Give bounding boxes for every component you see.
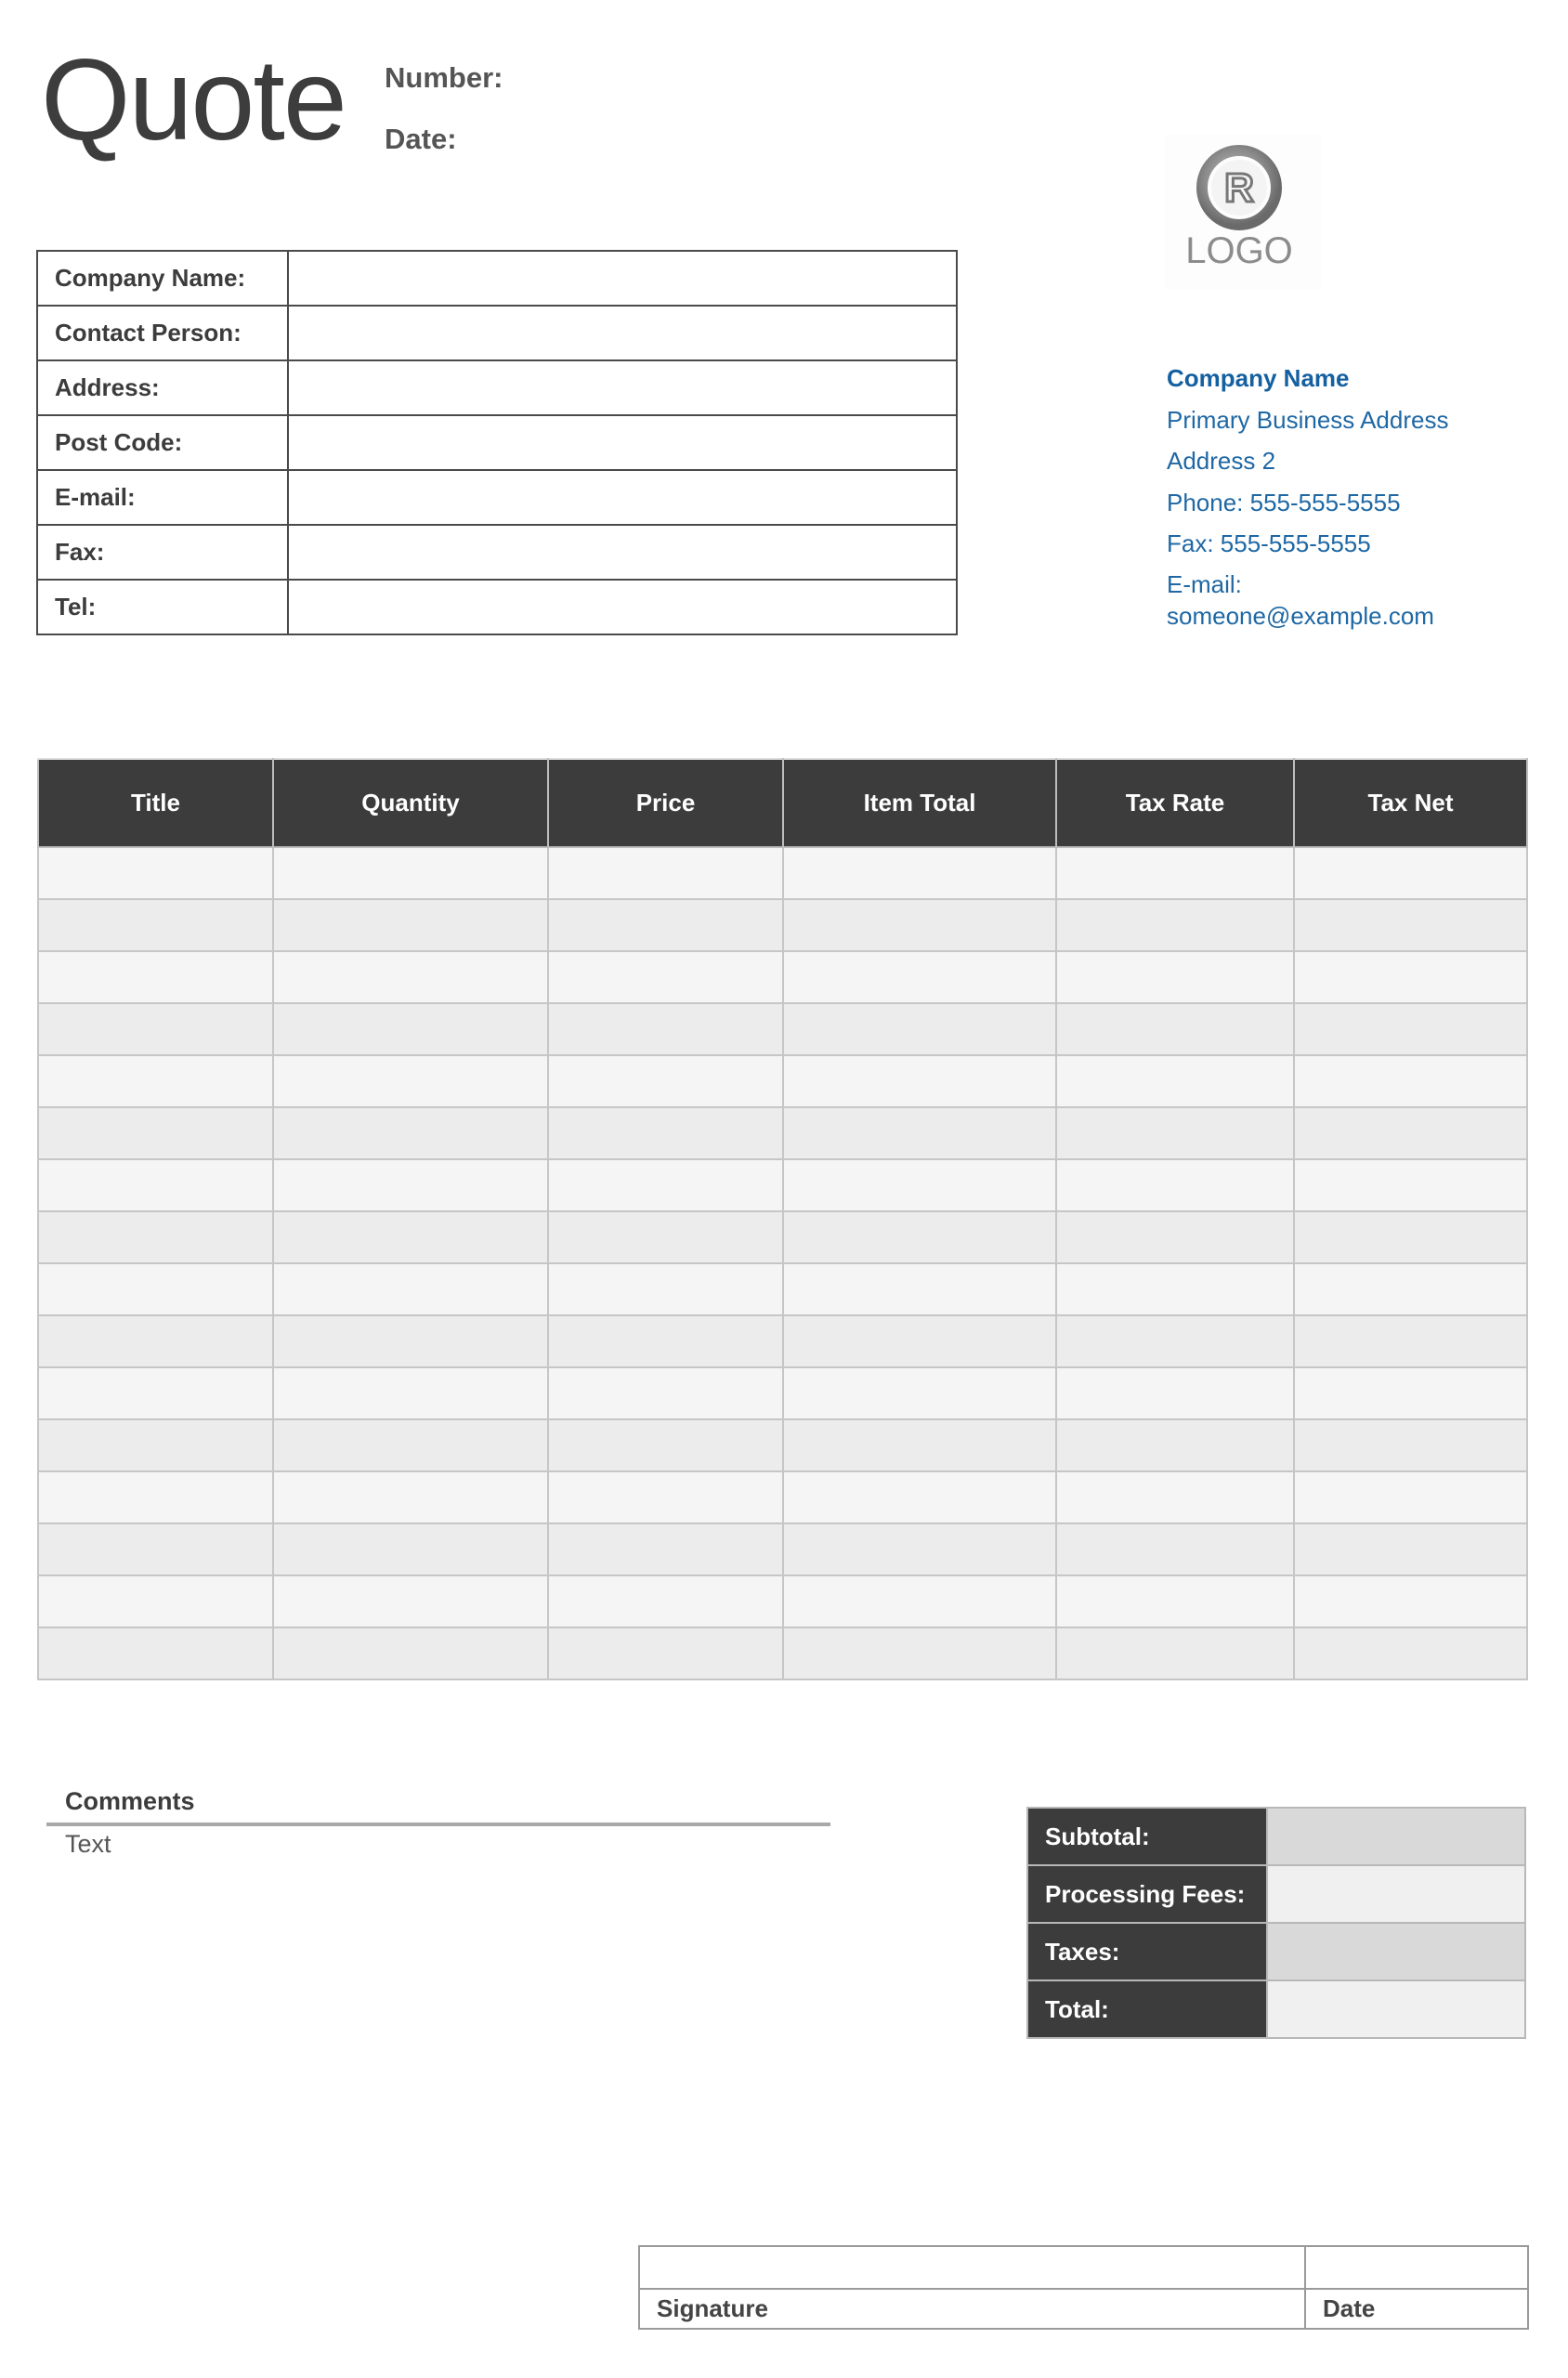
item-cell-title[interactable] — [38, 1523, 273, 1575]
item-cell-item-total[interactable] — [783, 1107, 1056, 1159]
item-cell-title[interactable] — [38, 1419, 273, 1471]
company-address-1: Primary Business Address — [1167, 405, 1449, 434]
item-cell-tax-net[interactable] — [1294, 1627, 1527, 1679]
item-cell-tax-net[interactable] — [1294, 899, 1527, 951]
column-header-tax-rate: Tax Rate — [1056, 759, 1294, 847]
client-fax-field[interactable] — [288, 525, 957, 580]
item-cell-item-total[interactable] — [783, 1419, 1056, 1471]
item-cell-quantity[interactable] — [273, 1575, 548, 1627]
signature-date-field[interactable] — [1305, 2246, 1528, 2289]
item-cell-tax-net[interactable] — [1294, 951, 1527, 1003]
item-cell-price[interactable] — [548, 1367, 783, 1419]
client-label: Address: — [37, 360, 288, 415]
total-label: Total: — [1027, 1980, 1267, 2038]
item-cell-tax-net[interactable] — [1294, 1419, 1527, 1471]
item-cell-quantity[interactable] — [273, 1211, 548, 1263]
item-cell-tax-net[interactable] — [1294, 1003, 1527, 1055]
item-row — [38, 951, 1527, 1003]
item-cell-price[interactable] — [548, 1419, 783, 1471]
item-row — [38, 1211, 1527, 1263]
client-label: Contact Person: — [37, 306, 288, 360]
item-cell-quantity[interactable] — [273, 1523, 548, 1575]
item-cell-title[interactable] — [38, 1575, 273, 1627]
item-cell-item-total[interactable] — [783, 1471, 1056, 1523]
item-cell-price[interactable] — [548, 1159, 783, 1211]
item-cell-item-total[interactable] — [783, 1315, 1056, 1367]
item-row — [38, 1055, 1527, 1107]
item-cell-title[interactable] — [38, 1367, 273, 1419]
item-row — [38, 1159, 1527, 1211]
item-cell-tax-net[interactable] — [1294, 1055, 1527, 1107]
item-cell-title[interactable] — [38, 847, 273, 899]
item-cell-item-total[interactable] — [783, 1523, 1056, 1575]
item-cell-tax-rate[interactable] — [1056, 847, 1294, 899]
client-row-address — [37, 360, 957, 415]
item-cell-title[interactable] — [38, 1055, 273, 1107]
item-cell-title[interactable] — [38, 1627, 273, 1679]
item-row — [38, 1263, 1527, 1315]
client-label: Company Name: — [37, 251, 288, 306]
comments-divider — [46, 1823, 830, 1826]
company-fax: Fax: 555-555-5555 — [1167, 529, 1371, 557]
item-cell-title[interactable] — [38, 1471, 273, 1523]
processing-fees-label: Processing Fees: — [1027, 1865, 1267, 1923]
signature-date-label: Date — [1305, 2289, 1528, 2329]
item-cell-tax-rate[interactable] — [1056, 1471, 1294, 1523]
subtotal-value[interactable] — [1267, 1808, 1525, 1865]
company-info — [1167, 358, 1448, 632]
item-row — [38, 1367, 1527, 1419]
item-cell-tax-net[interactable] — [1294, 847, 1527, 899]
items-header-row — [38, 759, 1527, 847]
item-cell-tax-net[interactable] — [1294, 1107, 1527, 1159]
item-cell-quantity[interactable] — [273, 899, 548, 951]
item-cell-quantity[interactable] — [273, 1263, 548, 1315]
company-logo — [1165, 135, 1321, 290]
signature-input-row — [639, 2246, 1528, 2289]
svg-text:R: R — [1224, 165, 1254, 211]
logo-text: LOGO — [1185, 230, 1293, 271]
item-cell-tax-rate[interactable] — [1056, 951, 1294, 1003]
item-cell-tax-rate[interactable] — [1056, 1575, 1294, 1627]
item-cell-price[interactable] — [548, 1471, 783, 1523]
item-cell-quantity[interactable] — [273, 1159, 548, 1211]
item-cell-tax-rate[interactable] — [1056, 1211, 1294, 1263]
client-row-contact-person — [37, 306, 957, 360]
item-cell-tax-rate[interactable] — [1056, 1367, 1294, 1419]
item-cell-price[interactable] — [548, 1263, 783, 1315]
item-row — [38, 899, 1527, 951]
item-cell-item-total[interactable] — [783, 1627, 1056, 1679]
item-cell-tax-rate[interactable] — [1056, 1315, 1294, 1367]
item-cell-quantity[interactable] — [273, 1055, 548, 1107]
item-cell-quantity[interactable] — [273, 1419, 548, 1471]
signature-field[interactable] — [639, 2246, 1305, 2289]
client-company-name-field[interactable] — [288, 251, 957, 306]
item-cell-price[interactable] — [548, 951, 783, 1003]
item-cell-tax-rate[interactable] — [1056, 1055, 1294, 1107]
client-tel-field[interactable] — [288, 580, 957, 634]
item-cell-tax-rate[interactable] — [1056, 1107, 1294, 1159]
totals-row-taxes — [1027, 1923, 1525, 1980]
company-email: someone@example.com — [1167, 601, 1434, 630]
company-email-label: E-mail: — [1167, 569, 1242, 598]
item-cell-title[interactable] — [38, 1107, 273, 1159]
item-cell-item-total[interactable] — [783, 1263, 1056, 1315]
item-cell-tax-rate[interactable] — [1056, 1159, 1294, 1211]
item-cell-price[interactable] — [548, 1523, 783, 1575]
item-cell-price[interactable] — [548, 1055, 783, 1107]
client-details-table — [36, 250, 958, 635]
item-cell-title[interactable] — [38, 1003, 273, 1055]
quote-date-label: Date: — [385, 123, 457, 155]
client-post-code-field[interactable] — [288, 415, 957, 470]
item-cell-tax-net[interactable] — [1294, 1263, 1527, 1315]
client-label: E-mail: — [37, 470, 288, 525]
company-name: Company Name — [1167, 364, 1350, 392]
client-address-field[interactable] — [288, 360, 957, 415]
client-email-field[interactable] — [288, 470, 957, 525]
client-label: Post Code: — [37, 415, 288, 470]
subtotal-label: Subtotal: — [1027, 1808, 1267, 1865]
comments-heading: Comments — [65, 1787, 195, 1815]
item-cell-price[interactable] — [548, 1003, 783, 1055]
client-row-fax — [37, 525, 957, 580]
taxes-label: Taxes: — [1027, 1923, 1267, 1980]
client-label: Fax: — [37, 525, 288, 580]
item-cell-item-total[interactable] — [783, 899, 1056, 951]
signature-block — [638, 2245, 1529, 2330]
totals-row-processing-fees — [1027, 1865, 1525, 1923]
item-row — [38, 1627, 1527, 1679]
item-cell-item-total[interactable] — [783, 1055, 1056, 1107]
item-cell-price[interactable] — [548, 1627, 783, 1679]
item-cell-price[interactable] — [548, 899, 783, 951]
item-cell-item-total[interactable] — [783, 1211, 1056, 1263]
item-cell-tax-rate[interactable] — [1056, 1627, 1294, 1679]
comments-text[interactable]: Text — [65, 1830, 111, 1858]
taxes-value[interactable] — [1267, 1923, 1525, 1980]
item-cell-tax-net[interactable] — [1294, 1471, 1527, 1523]
item-cell-quantity[interactable] — [273, 1471, 548, 1523]
column-header-tax-net: Tax Net — [1294, 759, 1527, 847]
item-cell-price[interactable] — [548, 1211, 783, 1263]
column-header-item-total: Item Total — [783, 759, 1056, 847]
item-cell-tax-net[interactable] — [1294, 1211, 1527, 1263]
item-cell-tax-net[interactable] — [1294, 1159, 1527, 1211]
column-header-price: Price — [548, 759, 783, 847]
quote-number-label: Number: — [385, 61, 503, 94]
item-cell-quantity[interactable] — [273, 847, 548, 899]
item-cell-tax-rate[interactable] — [1056, 1523, 1294, 1575]
item-cell-item-total[interactable] — [783, 847, 1056, 899]
item-row — [38, 1107, 1527, 1159]
line-items-table — [37, 758, 1528, 1680]
item-row — [38, 1575, 1527, 1627]
item-row — [38, 1523, 1527, 1575]
item-cell-tax-rate[interactable] — [1056, 1419, 1294, 1471]
processing-fees-value[interactable] — [1267, 1865, 1525, 1923]
column-header-quantity: Quantity — [273, 759, 548, 847]
item-row — [38, 847, 1527, 899]
item-cell-tax-net[interactable] — [1294, 1315, 1527, 1367]
signature-label-row — [639, 2289, 1528, 2329]
client-row-post-code — [37, 415, 957, 470]
item-cell-quantity[interactable] — [273, 1107, 548, 1159]
item-row — [38, 1471, 1527, 1523]
item-row — [38, 1419, 1527, 1471]
item-cell-tax-rate[interactable] — [1056, 899, 1294, 951]
totals-row-subtotal — [1027, 1808, 1525, 1865]
item-cell-title[interactable] — [38, 1211, 273, 1263]
item-cell-title[interactable] — [38, 1159, 273, 1211]
item-cell-quantity[interactable] — [273, 1627, 548, 1679]
item-cell-quantity[interactable] — [273, 1003, 548, 1055]
item-cell-item-total[interactable] — [783, 1575, 1056, 1627]
client-row-company-name — [37, 251, 957, 306]
item-cell-tax-net[interactable] — [1294, 1367, 1527, 1419]
item-cell-quantity[interactable] — [273, 1315, 548, 1367]
client-row-email — [37, 470, 957, 525]
item-cell-quantity[interactable] — [273, 951, 548, 1003]
column-header-title: Title — [38, 759, 273, 847]
item-cell-title[interactable] — [38, 1263, 273, 1315]
client-label: Tel: — [37, 580, 288, 634]
totals-table — [1026, 1807, 1526, 2039]
item-cell-quantity[interactable] — [273, 1367, 548, 1419]
items-body — [38, 847, 1527, 1679]
document-title: Quote — [41, 36, 346, 164]
registered-trademark-icon — [1165, 135, 1321, 290]
item-cell-title[interactable] — [38, 951, 273, 1003]
item-row — [38, 1003, 1527, 1055]
client-contact-person-field[interactable] — [288, 306, 957, 360]
signature-label: Signature — [639, 2289, 1305, 2329]
item-cell-item-total[interactable] — [783, 1003, 1056, 1055]
company-address-2: Address 2 — [1167, 447, 1276, 475]
item-cell-item-total[interactable] — [783, 1159, 1056, 1211]
company-phone: Phone: 555-555-5555 — [1167, 488, 1401, 516]
item-row — [38, 1315, 1527, 1367]
item-cell-price[interactable] — [548, 1107, 783, 1159]
item-cell-title[interactable] — [38, 1315, 273, 1367]
item-cell-title[interactable] — [38, 899, 273, 951]
item-cell-item-total[interactable] — [783, 1367, 1056, 1419]
item-cell-tax-rate[interactable] — [1056, 1003, 1294, 1055]
item-cell-price[interactable] — [548, 847, 783, 899]
client-row-tel — [37, 580, 957, 634]
item-cell-tax-net[interactable] — [1294, 1575, 1527, 1627]
item-cell-price[interactable] — [548, 1315, 783, 1367]
item-cell-price[interactable] — [548, 1575, 783, 1627]
totals-row-total — [1027, 1980, 1525, 2038]
item-cell-tax-rate[interactable] — [1056, 1263, 1294, 1315]
item-cell-item-total[interactable] — [783, 951, 1056, 1003]
item-cell-tax-net[interactable] — [1294, 1523, 1527, 1575]
total-value[interactable] — [1267, 1980, 1525, 2038]
